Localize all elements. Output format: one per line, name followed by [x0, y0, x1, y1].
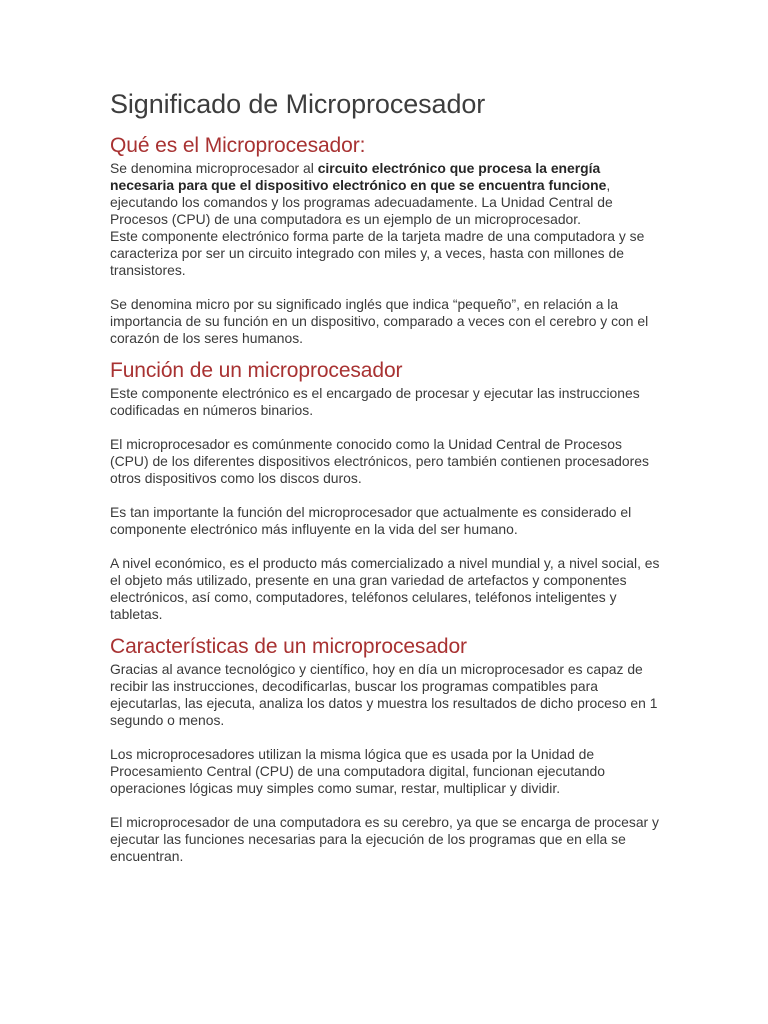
section-heading-que-es: Qué es el Microprocesador: — [110, 134, 366, 157]
paragraph: Este componente electrónico es el encargado de procesar y ejecutar las instrucciones codificadas en números binarios. — [110, 385, 640, 418]
paragraph — [110, 160, 662, 228]
paragraph: El microprocesador de una computadora es su cerebro, ya que se encarga de procesar y ejecutar las funciones necesarias para la ejecución de los programas que en ella se encuentran. — [110, 814, 659, 864]
paragraph-bold-text: circuito electrónico que procesa la energía necesaria para que el dispositivo electrónico en que se encuentra funcione — [110, 160, 607, 193]
paragraph-rest-text: , ejecutando los comandos y los programas adecuadamente. La Unidad Central de Procesos (CPU) de una computadora es un ejemplo de un microprocesador. — [110, 177, 613, 227]
paragraph: A nivel económico, es el producto más comercializado a nivel mundial y, a nivel social, es el objeto más utilizado, presente en una gran variedad de artefactos y componentes electrónicos, así como, computadores, teléfonos celulares, teléfonos inteligentes y tabletas. — [110, 555, 660, 622]
document-page — [110, 86, 662, 865]
paragraph: Este componente electrónico forma parte de la tarjeta madre de una computadora y se caracteriza por ser un circuito integrado con miles y, a veces, hasta con millones de transistores. — [110, 228, 645, 278]
paragraph-intro-text: Se denomina microprocesador al — [110, 160, 318, 176]
paragraph: Es tan importante la función del microprocesador que actualmente es considerado el componente electrónico más influyente en la vida del ser humano. — [110, 504, 632, 537]
paragraph: El microprocesador es comúnmente conocido como la Unidad Central de Procesos (CPU) de los diferentes dispositivos electrónicos, pero también contienen procesadores otros dispositivos como los discos duros. — [110, 436, 649, 486]
section-heading-caracteristicas: Características de un microprocesador — [110, 635, 467, 658]
section-heading-funcion: Función de un microprocesador — [110, 359, 403, 382]
paragraph: Se denomina micro por su significado inglés que indica “pequeño”, en relación a la importancia de su función en un dispositivo, comparado a veces con el cerebro y con el corazón de los seres humanos. — [110, 296, 649, 346]
paragraph: Los microprocesadores utilizan la misma lógica que es usada por la Unidad de Procesamiento Central (CPU) de una computadora digital, funcionan ejecutando operaciones lógicas muy simples como sumar, restar, multiplicar y dividir. — [110, 746, 605, 796]
paragraph: Gracias al avance tecnológico y científico, hoy en día un microprocesador es capaz de recibir las instrucciones, decodificarlas, buscar los programas compatibles para ejecutarlas, las ejecuta, analiza los datos y muestra los resultados de dicho proceso en 1 segundo o menos. — [110, 661, 658, 728]
document-title: Significado de Microprocesador — [110, 89, 486, 119]
